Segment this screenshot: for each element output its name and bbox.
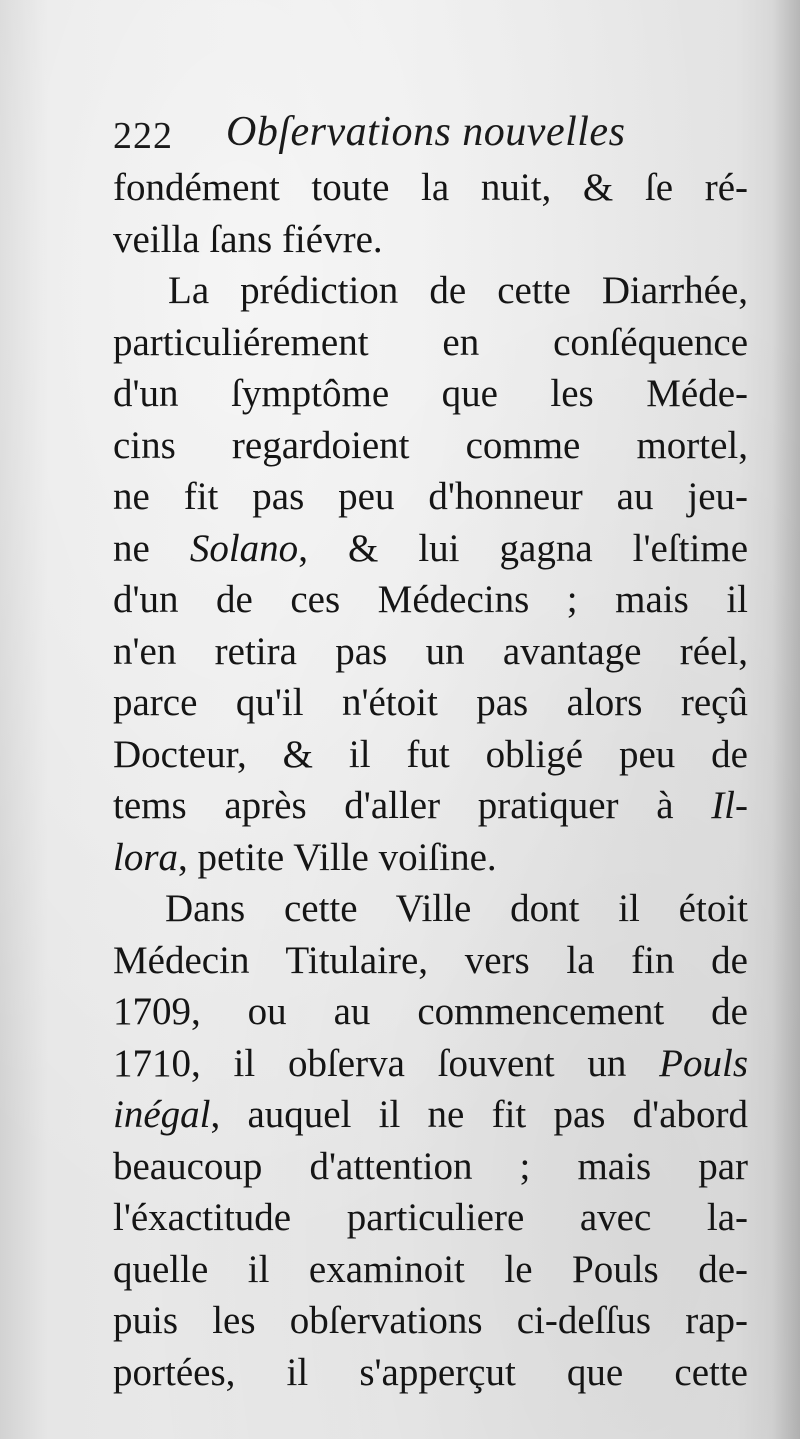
text-line: 1710, il obſerva ſouvent un Pouls	[113, 1041, 748, 1085]
text-line: d'un ſymptôme que les Méde-	[113, 372, 748, 415]
text-line: d'un de ces Médecins ; mais il	[113, 578, 748, 621]
text-line: beaucoup d'attention ; mais par	[113, 1144, 748, 1188]
page-number: 222	[113, 115, 173, 157]
text-line: 1709, ou au commencement de	[113, 990, 748, 1033]
text-line: Médecin Titulaire, vers la fin de	[113, 938, 748, 982]
text-line: particuliérement en conſéquence	[113, 320, 748, 364]
text-line: Docteur, & il fut obligé peu de	[113, 732, 748, 776]
running-title: Obſervations nouvelles	[226, 109, 626, 155]
page-header	[113, 108, 753, 164]
text-line: portées, il s'apperçut que cette	[113, 1350, 748, 1394]
text-line: parce qu'il n'étoit pas alors reçû	[113, 681, 748, 724]
text-line: ne Solano, & lui gagna l'eſtime	[113, 526, 749, 570]
text-line: n'en retira pas un avantage réel,	[113, 629, 748, 673]
italic-term-inegal: inégal	[113, 1093, 211, 1136]
text-line: lora, petite Ville voiſine.	[113, 835, 497, 879]
italic-term-pouls: Pouls	[659, 1041, 748, 1085]
text-line: inégal, auquel il ne fit pas d'abord	[113, 1093, 748, 1136]
text-line: cins regardoient comme mortel,	[113, 423, 748, 467]
italic-name-solano: Solano	[189, 526, 299, 570]
text-line: fondément toute la nuit, & ſe ré-	[113, 166, 748, 209]
text-line: puis les obſervations ci-deſſus rap-	[113, 1299, 748, 1342]
text-line: veilla ſans fiévre.	[113, 217, 383, 261]
text-line: tems après d'aller pratiquer à Il-	[113, 784, 748, 827]
body-text	[113, 162, 748, 1398]
italic-place-illora-part1: Il-	[711, 784, 748, 827]
text-line: l'éxactitude particuliere avec la-	[113, 1196, 748, 1239]
paragraph-start-line: Dans cette Ville dont il étoit	[165, 887, 748, 930]
text-line: ne fit pas peu d'honneur au jeu-	[113, 475, 748, 518]
italic-place-illora-part2: lora	[113, 835, 179, 879]
paragraph-start-line: La prédiction de cette Diarrhée,	[168, 269, 748, 312]
text-line: quelle il examinoit le Pouls de-	[113, 1247, 748, 1291]
